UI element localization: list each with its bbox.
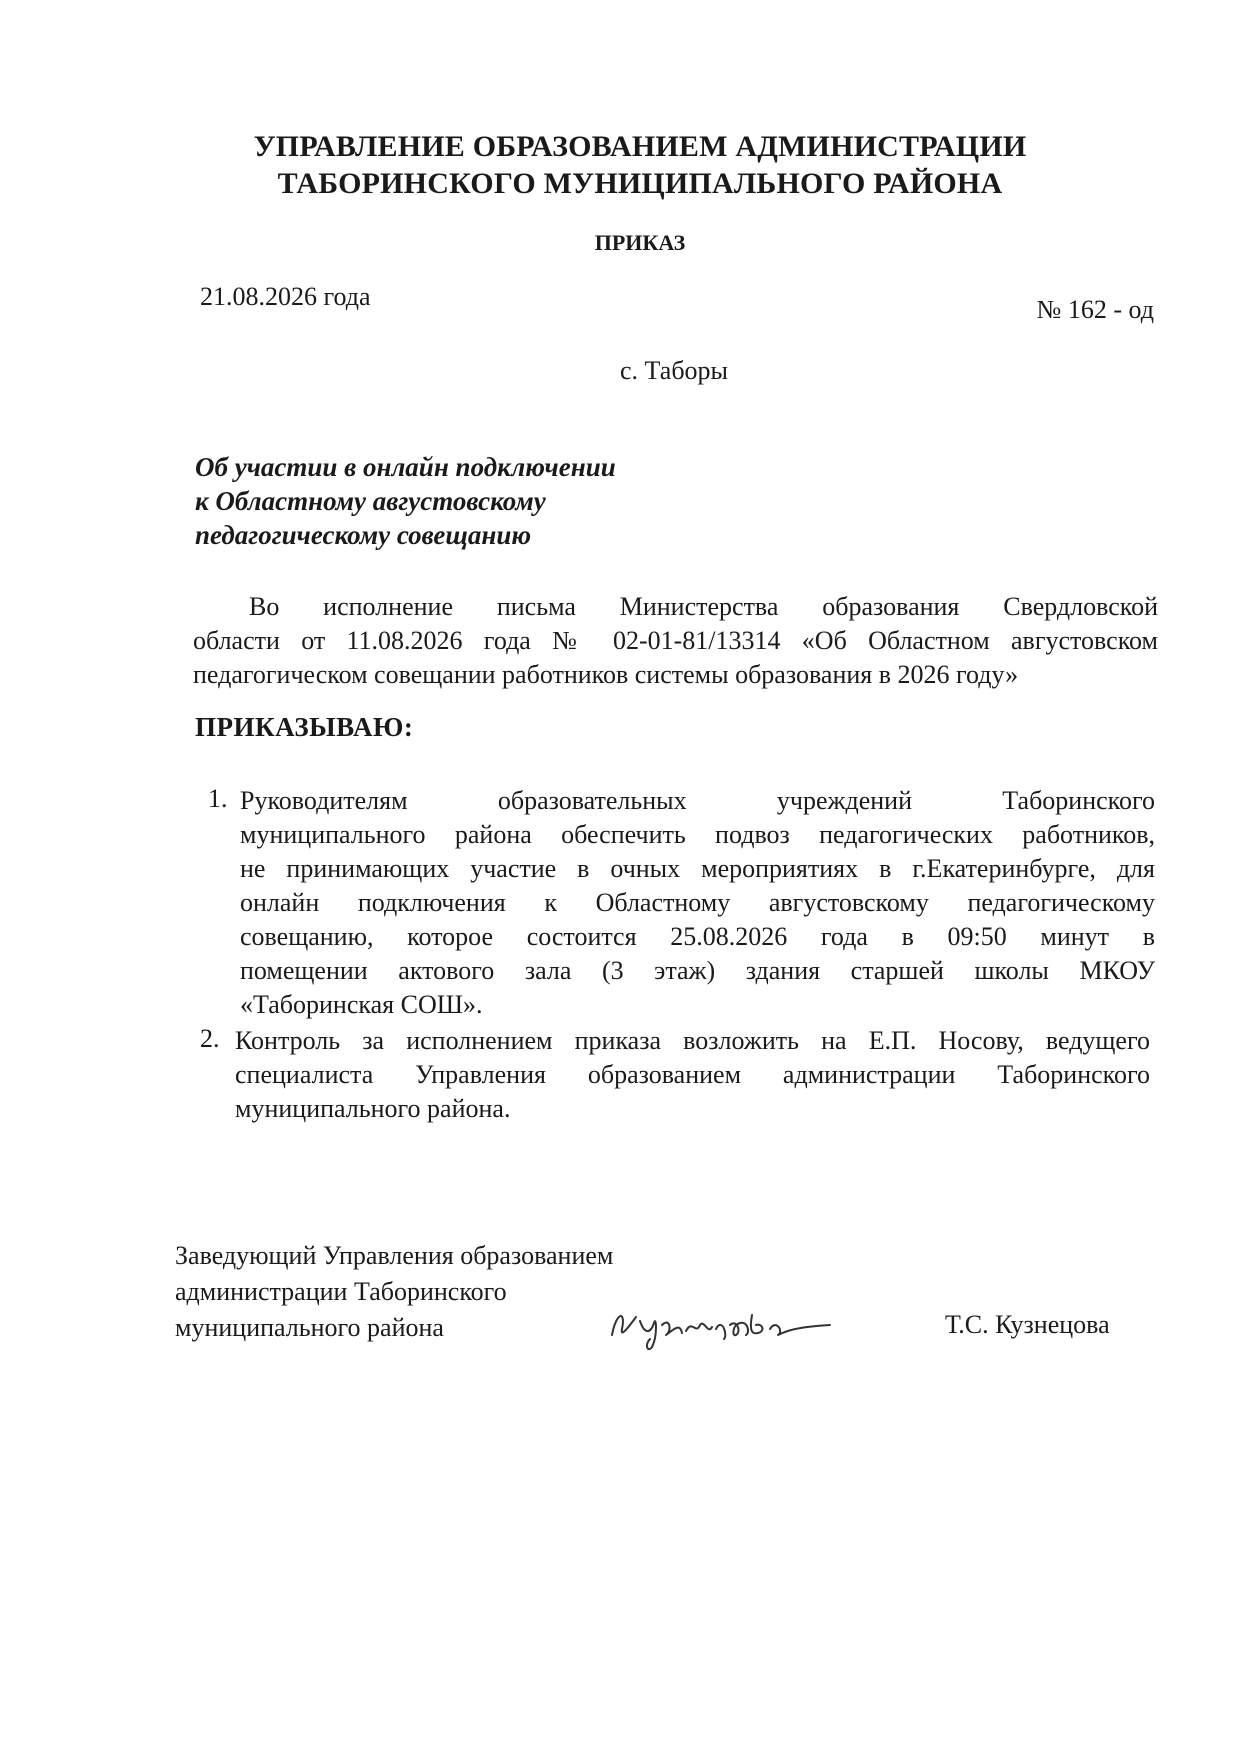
item-line: Руководителям образовательных учреждений Таборинского [240, 786, 1155, 815]
preamble-line: Во исполнение письма Министерства образования Свердловской [249, 592, 1158, 621]
item-line: совещанию, которое состоится 25.08.2026 года в 09:50 минут в [240, 922, 1155, 951]
preamble-line: педагогическом совещании работников системы образования в 2026 году» [193, 660, 1019, 689]
item-number: 2. [200, 1024, 220, 1053]
item-line: специалиста Управления образованием администрации Таборинского [235, 1060, 1150, 1089]
item-number: 1. [208, 784, 228, 813]
item-line: Контроль за исполнением приказа возложить на Е.П. Носову, ведущего [235, 1026, 1150, 1055]
subject-line: педагогическому совещанию [195, 520, 532, 550]
order-title: ПРИКАЗ [594, 230, 686, 255]
item-line: муниципального района обеспечить подвоз педагогических работников, [240, 820, 1155, 849]
item-line: помещении актового зала (3 этаж) здания старшей школы МКОУ [240, 956, 1155, 985]
order-date: 21.08.2026 года [200, 282, 371, 311]
item-line: онлайн подключения к Областному августовскому педагогическому [240, 888, 1155, 917]
subject-line: к Областному августовскому [195, 486, 546, 516]
item-line: муниципального района. [235, 1094, 511, 1123]
decree-heading: ПРИКАЗЫВАЮ: [195, 712, 414, 742]
order-item [235, 1024, 1150, 1126]
signatory-name: Т.С. Кузнецова [945, 1310, 1110, 1339]
position-line: администрации Таборинского [175, 1277, 507, 1306]
order-place: с. Таборы [620, 356, 729, 385]
organization-name-line-2: ТАБОРИНСКОГО МУНИЦИПАЛЬНОГО РАЙОНА [277, 167, 1003, 200]
position-line: Заведующий Управления образованием [175, 1241, 614, 1270]
order-number: № 162 - од [1036, 295, 1154, 324]
organization-name-line-1: УПРАВЛЕНИЕ ОБРАЗОВАНИЕМ АДМИНИСТРАЦИИ [253, 130, 1027, 163]
handwritten-signature [600, 1295, 840, 1355]
subject-line: Об участии в онлайн подключении [195, 452, 616, 482]
preamble [193, 590, 1158, 692]
signatory-position [175, 1238, 613, 1346]
order-subject [195, 450, 616, 552]
position-line: муниципального района [175, 1313, 444, 1342]
preamble-line: области от 11.08.2026 года № 02-01-81/13314 «Об Областном августовском [193, 626, 1158, 655]
item-line: «Таборинская СОШ». [240, 990, 483, 1019]
item-line: не принимающих участие в очных мероприятиях в г.Екатеринбурге, для [240, 854, 1155, 883]
order-item [240, 784, 1155, 1022]
